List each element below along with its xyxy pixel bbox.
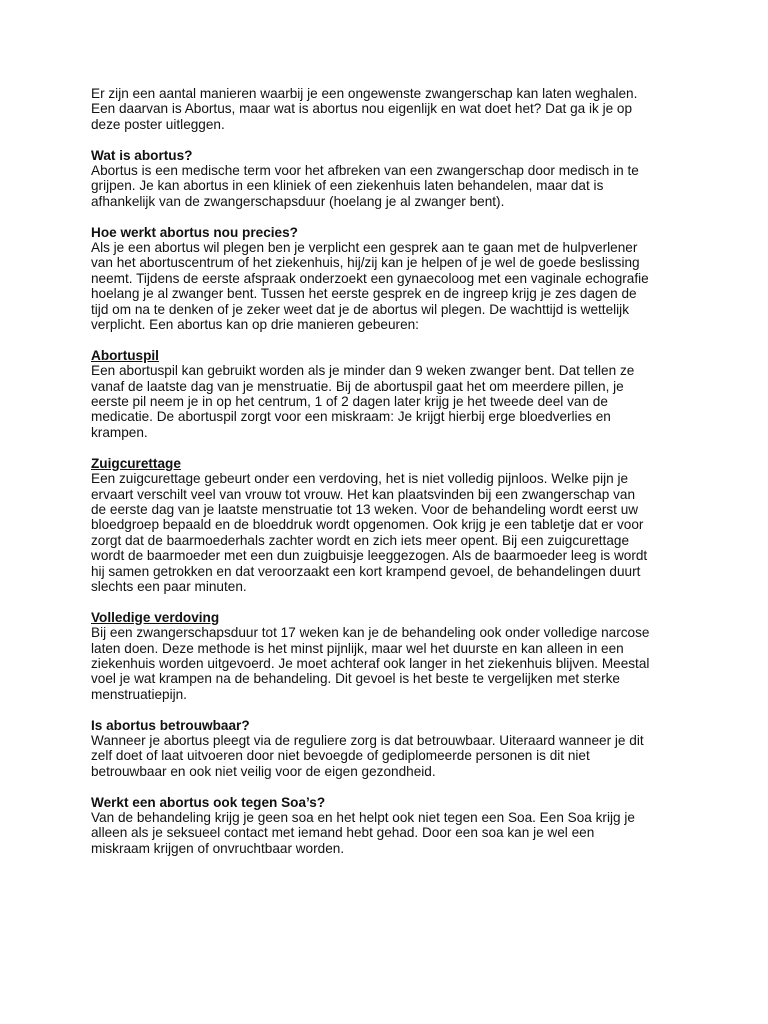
section-line: laten doen. Deze methode is het minst pijnlijk, maar wel het duurste en kan alleen in een xyxy=(91,640,624,656)
section-line: hoelang je al zwanger bent. Tussen het eerste gesprek en de ingreep krijg je zes dagen de xyxy=(91,286,637,302)
section-line: van het abortuscentrum of het ziekenhuis, hij/zij kan je helpen of je wel de goede beslissing xyxy=(91,255,640,271)
section-line: menstruatiepijn. xyxy=(91,686,187,702)
section-line: miskraam krijgen of onvruchtbaar worden. xyxy=(91,840,345,856)
section-heading: Wat is abortus? xyxy=(91,147,193,163)
section-line: zorgt dat de baarmoederhals zachter wordt en zich iets meer opent. Bij een zuigcurettage xyxy=(91,532,630,548)
section-heading: Werkt een abortus ook tegen Soa’s? xyxy=(91,794,326,810)
intro-paragraph xyxy=(91,86,691,132)
section-line: Van de behandeling krijg je geen soa en het helpt ook niet tegen een Soa. Een Soa krijg je xyxy=(91,809,635,825)
section-line: ervaart verschilt veel van vrouw tot vrouw. Het kan plaatsvinden bij een zwangerschap van xyxy=(91,486,636,502)
section-line: alleen als je seksueel contact met iemand hebt gehad. Door een soa kan je wel een xyxy=(91,825,595,841)
section-wat-is-abortus xyxy=(91,148,691,210)
intro-line: deze poster uitleggen. xyxy=(91,116,225,132)
section-line: medicatie. De abortuspil zorgt voor een miskraam: Je krijgt hierbij erge bloedverlies en xyxy=(91,409,611,425)
section-line: krampen. xyxy=(91,424,148,440)
section-heading: Zuigcurettage xyxy=(91,455,181,471)
section-line: eerste pil neem je in op het centrum, 1 of 2 dagen later krijg je het tweede deel van de xyxy=(91,394,608,410)
section-line: de eerste dag van je laatste menstruatie tot 13 weken. Voor de behandeling wordt eerst uw xyxy=(91,501,639,517)
section-line: afhankelijk van de zwangerschapsduur (hoelang je al zwanger bent). xyxy=(91,193,505,209)
section-line: wordt de baarmoeder met een dun zuigbuisje leeggezogen. Als de baarmoeder leeg is wordt xyxy=(91,548,648,564)
section-heading: Hoe werkt abortus nou precies? xyxy=(91,224,298,240)
section-hoe-werkt-abortus xyxy=(91,225,691,333)
section-zuigcurettage xyxy=(91,456,691,595)
section-line: betrouwbaar en ook niet veilig voor de eigen gezondheid. xyxy=(91,763,436,779)
section-line: voel je wat krampen na de behandeling. Dit gevoel is het beste te vergelijken met sterke xyxy=(91,671,620,687)
section-line: zelf doet of laat uitvoeren door niet bevoegde of gediplomeerde personen is dit niet xyxy=(91,748,590,764)
section-abortuspil xyxy=(91,348,691,440)
section-heading: Volledige verdoving xyxy=(91,609,220,625)
section-line: Een zuigcurettage gebeurt onder een verdoving, het is niet volledig pijnloos. Welke pijn je xyxy=(91,471,629,487)
intro-line: Een daarvan is Abortus, maar wat is abortus nou eigenlijk en wat doet het? Dat ga ik je op xyxy=(91,101,633,117)
section-line: vanaf de laatste dag van je menstruatie. Bij de abortuspil gaat het om meerdere pillen, je xyxy=(91,378,624,394)
section-heading: Abortuspil xyxy=(91,347,159,363)
section-line: verplicht. Een abortus kan op drie manieren gebeuren: xyxy=(91,317,419,333)
section-volledige-verdoving xyxy=(91,610,691,702)
section-line: tijd om na te denken of je zeker weet dat je de abortus wil plegen. De wachttijd is wettelijk xyxy=(91,301,629,317)
section-line: neemt. Tijdens de eerste afspraak onderzoekt een gynaecoloog met een vaginale echografie xyxy=(91,270,649,286)
section-line: grijpen. Je kan abortus in een kliniek of een ziekenhuis laten behandelen, maar dat is xyxy=(91,178,604,194)
section-line: bloedgroep bepaald en de bloeddruk wordt opgenomen. Ook krijg je een tabletje dat er voor xyxy=(91,517,644,533)
section-line: Als je een abortus wil plegen ben je verplicht een gesprek aan te gaan met de hulpverlener xyxy=(91,240,638,256)
section-betrouwbaar xyxy=(91,718,691,780)
section-line: Wanneer je abortus pleegt via de reguliere zorg is dat betrouwbaar. Uiteraard wanneer je dit xyxy=(91,732,644,748)
section-line: slechts een paar minuten. xyxy=(91,578,247,594)
document-body xyxy=(91,86,691,872)
section-line: Een abortuspil kan gebruikt worden als je minder dan 9 weken zwanger bent. Dat tellen ze xyxy=(91,363,635,379)
section-line: ziekenhuis worden uitgevoerd. Je moet achteraf ook langer in het ziekenhuis blijven. Meestal xyxy=(91,655,650,671)
section-heading: Is abortus betrouwbaar? xyxy=(91,717,250,733)
section-soas xyxy=(91,795,691,857)
section-line: Bij een zwangerschapsduur tot 17 weken kan je de behandeling ook onder volledige narcose xyxy=(91,625,650,641)
section-line: hij samen getrokken en dat veroorzaakt een kort krampend gevoel, de behandelingen duurt xyxy=(91,563,641,579)
intro-line: Er zijn een aantal manieren waarbij je een ongewenste zwangerschap kan laten weghalen. xyxy=(91,86,638,101)
section-line: Abortus is een medische term voor het afbreken van een zwangerschap door medisch in te xyxy=(91,163,639,179)
